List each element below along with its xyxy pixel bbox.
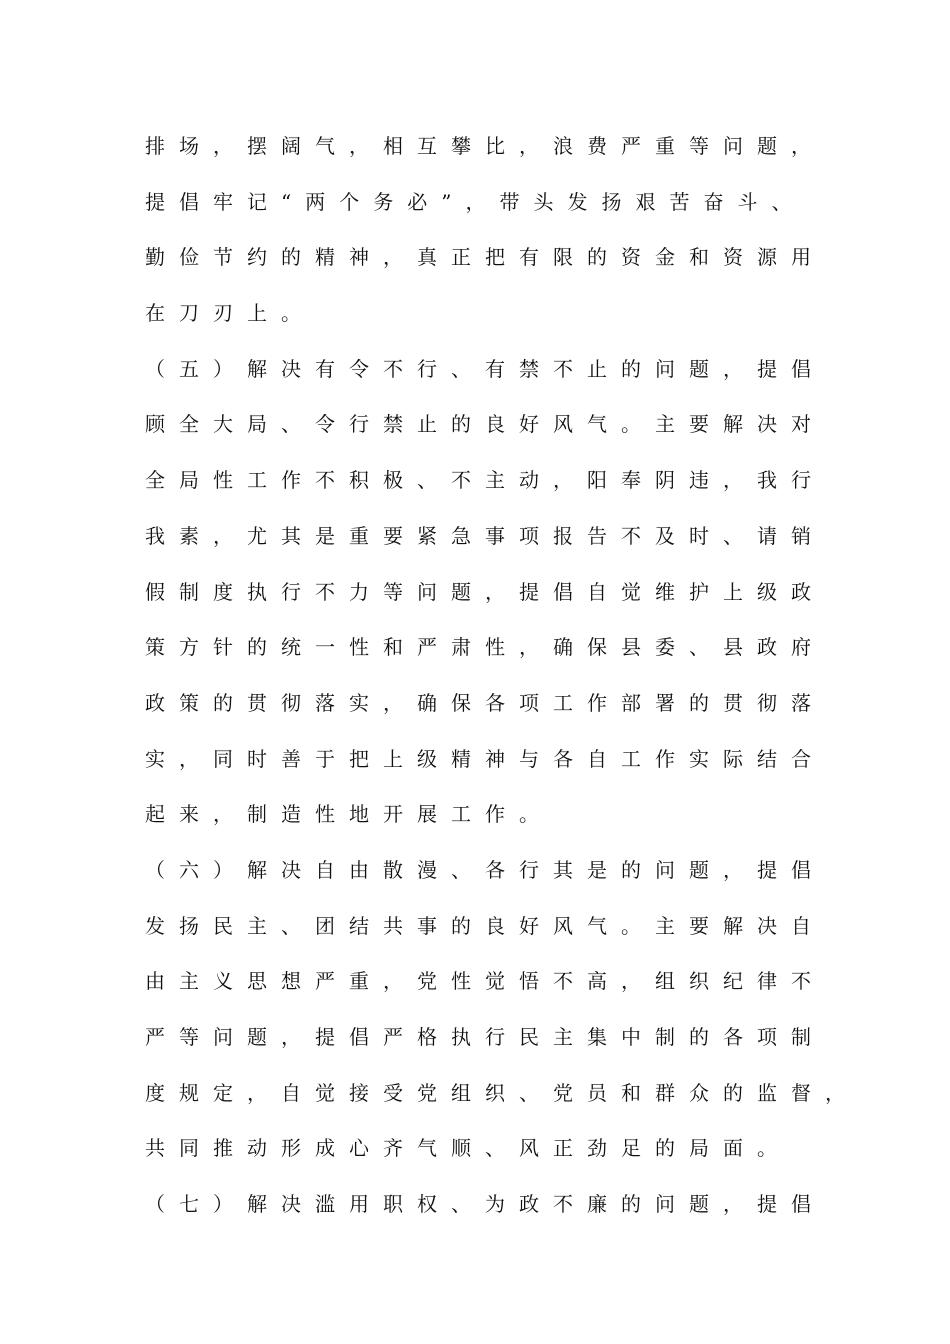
- text-line: 实，同时善于把上级精神与各自工作实际结合: [145, 746, 825, 771]
- text-line: 在刀刃上。: [145, 301, 315, 326]
- text-line: 全局性工作不积极、不主动，阳奉阴违，我行: [145, 468, 825, 493]
- text-line: 发扬民主、团结共事的良好风气。主要解决自: [145, 913, 825, 938]
- text-line: 政策的贯彻落实，确保各项工作部署的贯彻落: [145, 690, 825, 715]
- text-line: 策方针的统一性和严肃性，确保县委、县政府: [145, 635, 825, 660]
- section-heading-7: （七）解决滥用职权、为政不廉的问题，提倡: [145, 1192, 825, 1217]
- text-line: 假制度执行不力等问题，提倡自觉维护上级政: [145, 579, 825, 604]
- text-line: 排场，摆阔气，相互攀比，浪费严重等问题，: [145, 134, 825, 158]
- section-heading-5: （五）解决有令不行、有禁不止的问题，提倡: [145, 356, 825, 381]
- text-line: 我素，尤其是重要紧急事项报告不及时、请销: [145, 523, 825, 548]
- text-line: 共同推动形成心齐气顺、风正劲足的局面。: [145, 1136, 791, 1161]
- body-text: [145, 126, 859, 1240]
- text-line: 起来，制造性地开展工作。: [145, 802, 553, 827]
- text-line: 度规定，自觉接受党组织、党员和群众的监督，: [145, 1080, 859, 1105]
- section-heading-6: （六）解决自由散漫、各行其是的问题，提倡: [145, 857, 825, 882]
- text-line: 勤俭节约的精神，真正把有限的资金和资源用: [145, 245, 825, 270]
- text-line: 提倡牢记“两个务必”，带头发扬艰苦奋斗、: [145, 189, 806, 214]
- text-line: 顾全大局、令行禁止的良好风气。主要解决对: [145, 412, 825, 437]
- text-line: 严等问题，提倡严格执行民主集中制的各项制: [145, 1025, 825, 1049]
- text-line: 由主义思想严重，党性觉悟不高，组织纪律不: [145, 969, 825, 994]
